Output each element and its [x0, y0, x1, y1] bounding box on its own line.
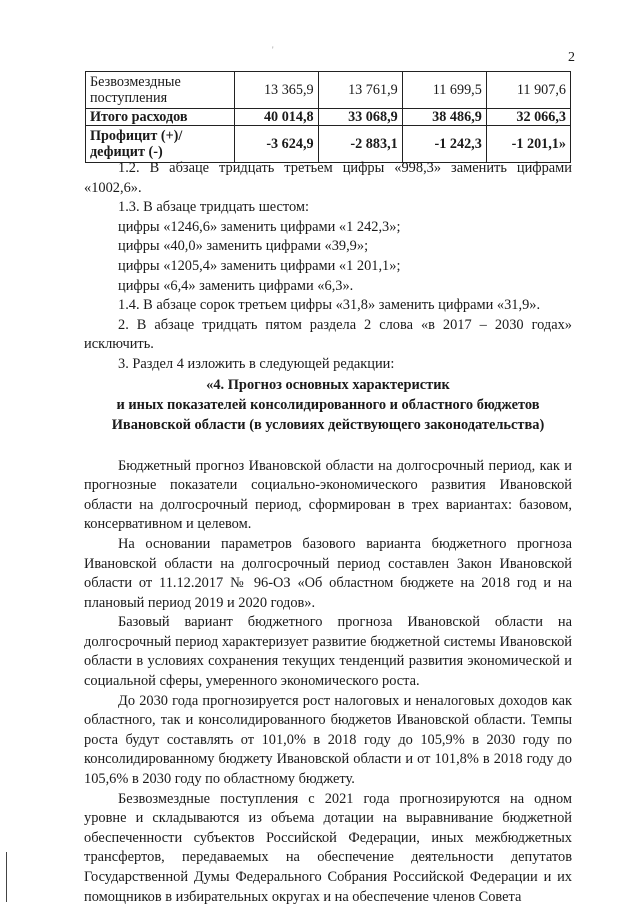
row-label: Профицит (+)/ дефицит (-) — [86, 126, 235, 163]
paragraph: Бюджетный прогноз Ивановской области на долгосрочный период, как и прогнозные показатели социально-экономического развития Ивановской области на долгосрочный период, сформирован в трех вариантах: базовом, консервативном и целевом. — [84, 457, 572, 533]
page-number: 2 — [568, 50, 575, 65]
paragraph: На основании параметров базового варианта бюджетного прогноза Ивановской области на долгосрочный период составлен Закон Ивановской области от 11.12.2017 № 96-ОЗ «Об областном бюджете на 2018 год и на плановый период 2019 и 2020 годов». — [84, 535, 572, 611]
margin-line — [6, 852, 7, 902]
corner-mark: ' — [272, 45, 274, 55]
amendment-1-3-item: цифры «40,0» заменить цифрами «39,9»; — [118, 238, 369, 255]
table-cell: 38 486,9 — [402, 109, 486, 126]
row-label: Безвозмездные поступления — [86, 72, 235, 109]
spacer — [84, 435, 572, 457]
section-heading-line: Ивановской области (в условиях действующего законодательства) — [111, 416, 545, 433]
amendment-1-3: 1.3. В абзаце тридцать шестом: — [118, 199, 310, 216]
table-cell: 40 014,8 — [234, 109, 318, 126]
amendment-1-2: 1.2. В абзаце тридцать третьем цифры «998,3» заменить цифрами «1002,6». — [84, 160, 572, 196]
section-heading-line: «4. Прогноз основных характеристик — [206, 376, 450, 393]
amendment-3: 3. Раздел 4 изложить в следующей редакции: — [118, 355, 395, 372]
amendment-1-3-item: цифры «1246,6» заменить цифрами «1 242,3»; — [118, 218, 401, 235]
table-cell: 13 761,9 — [318, 72, 402, 109]
table-cell: 11 907,6 — [486, 72, 570, 109]
table-cell: -1 242,3 — [402, 126, 486, 163]
budget-table — [85, 71, 571, 163]
table-row — [86, 109, 571, 126]
table-cell: 11 699,5 — [402, 72, 486, 109]
table-cell: -1 201,1» — [486, 126, 570, 163]
paragraph: До 2030 года прогнозируется рост налоговых и неналоговых доходов как областного, так и консолидированного бюджетов Ивановской области. Темпы роста будут составлять от 101,0% в 2018 году до 105,9% в 2030 году по консолидированному бюджету Ивановской области и от 101,8% в 2018 году до 105,6% в 2030 году по областному бюджету. — [84, 692, 572, 788]
amendment-1-3-item: цифры «6,4» заменить цифрами «6,3». — [118, 277, 354, 294]
paragraph: Безвозмездные поступления с 2021 года прогнозируются на одном уровне и складываются из объема дотации на выравнивание бюджетной обеспеченности субъектов Российской Федерации, иных межбюджетных трансфертов, передаваемых на обеспечение деятельности депутатов Государственной Думы Федерального Собрания Российской Федерации и их помощников в избирательных округах и на обеспечение членов Совета — [84, 790, 572, 905]
table-row — [86, 126, 571, 163]
row-label: Итого расходов — [86, 109, 235, 126]
section-heading-line: и иных показателей консолидированного и областного бюджетов — [116, 396, 540, 413]
table-row — [86, 72, 571, 109]
table-cell: 33 068,9 — [318, 109, 402, 126]
amendment-1-3-item: цифры «1205,4» заменить цифрами «1 201,1»; — [118, 257, 401, 274]
document-body — [84, 159, 572, 907]
table-cell: -3 624,9 — [234, 126, 318, 163]
table-cell: 32 066,3 — [486, 109, 570, 126]
paragraph: Базовый вариант бюджетного прогноза Ивановской области на долгосрочный период характеризует развитие бюджетной системы Ивановской области в условиях сохранения текущих тенденций развития экономической и социальной сферы, умеренного экономического роста. — [84, 614, 572, 690]
table-cell: -2 883,1 — [318, 126, 402, 163]
table-cell: 13 365,9 — [234, 72, 318, 109]
amendment-2: 2. В абзаце тридцать пятом раздела 2 слова «в 2017 – 2030 годах» исключить. — [84, 316, 572, 353]
amendment-1-4: 1.4. В абзаце сорок третьем цифры «31,8» заменить цифрами «31,9». — [118, 297, 541, 314]
